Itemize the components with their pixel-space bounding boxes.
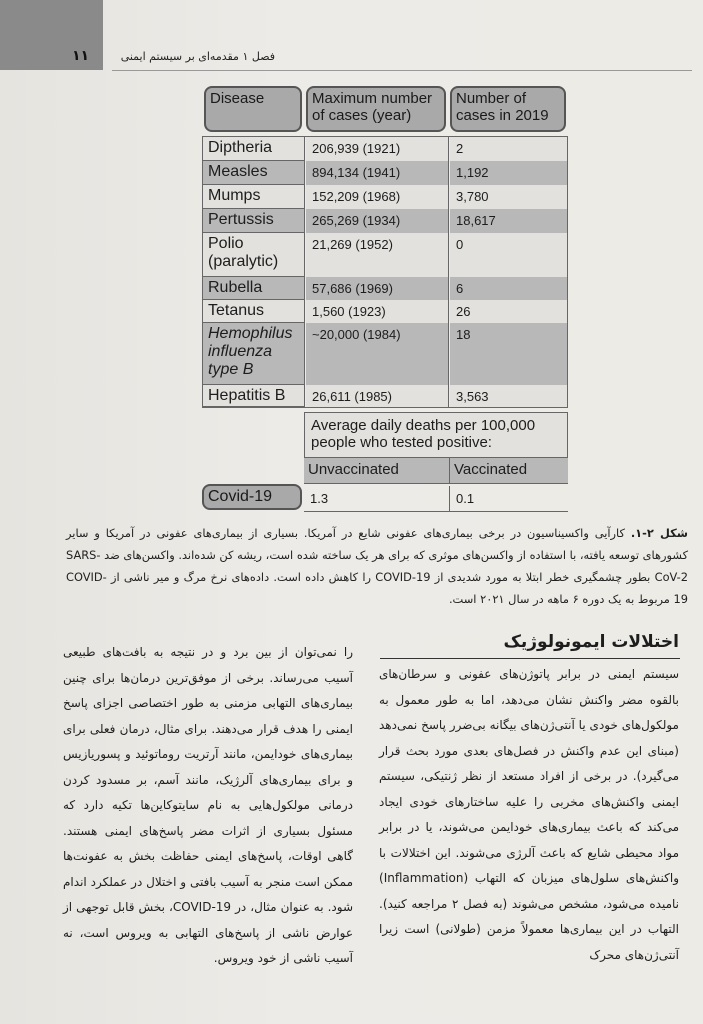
section-heading: اختلالات ایمونولوژیک [503, 632, 679, 652]
body-text-right-column: سیستم ایمنی در برابر پاتوژن‌های عفونی و سرطان‌های بالقوه مضر واکنش نشان می‌دهد، اما به طور معمول به مولکول‌های خودی یا آنتی‌ژن‌های بیگانه بی‌ضرر پاسخ نمی‌دهد (مبنای این عدم واکنش در فصل‌های بعدی مورد بحث قرار می‌گیرد). در برخی از افراد مستعد از نظر ژنتیکی، سیستم ایمنی واکنش‌های مخربی را علیه ساختارهای خودی ایجاد می‌کند که باعث بیماری‌های خودایمن می‌شوند، یا در برابر مواد محیطی شایع که باعث آلرژی می‌شوند. این اختلالات با واکنش‌های سلول‌های میزبان که التهاب (Inflammation) نامیده می‌شود، مشخص می‌شوند (به فصل ۲ مراجعه کنید). التهاب در این بیماری‌ها معمولاً مزمن (طولانی) است زیرا آنتی‌ژن‌های محرک [379, 667, 679, 962]
cases-2019-value: 2 [450, 137, 567, 161]
cases-2019-value: 1,192 [450, 161, 567, 185]
unvaccinated-value: 1.3 [304, 486, 450, 512]
vaccinated-value: 0.1 [450, 486, 568, 512]
column-divider [304, 136, 305, 408]
disease-name: Diptheria [203, 137, 304, 161]
cases-2019-value: 18,617 [450, 209, 567, 233]
max-cases-value: 21,269 (1952) [306, 233, 448, 277]
header-cases-2019: Number of cases in 2019 [450, 86, 566, 132]
disease-name: Rubella [203, 277, 304, 300]
cases-2019-value: 3,563 [450, 385, 567, 407]
disease-name: Measles [203, 161, 304, 185]
max-cases-value: 152,209 (1968) [306, 185, 448, 209]
header-divider [112, 70, 692, 71]
max-cases-value: 265,269 (1934) [306, 209, 448, 233]
disease-name: Hepatitis B [203, 385, 304, 407]
vaccinated-label: Vaccinated [450, 457, 568, 483]
cases-2019-value: 26 [450, 300, 567, 323]
figure-label: شکل ۲-۱. [630, 526, 688, 540]
covid-disease-label: Covid-19 [202, 484, 302, 510]
body-text-left-column: را نمی‌توان از بین برد و در نتیجه به بافت‌های طبیعی آسیب می‌رساند. برخی از موفق‌ترین درمان‌ها برای چنین بیماری‌های التهابی مزمنی به طور اختصاصی اجزای پاسخ ایمنی را هدف قرار می‌دهند. برای مثال، درمان فعلی برای بیماری‌های خودایمن، مانند آرتریت روماتوئید و پسوریازیس و برای بیماری‌های آلرژیک، مانند آسم، بر مسدود کردن درمانی مولکول‌هایی به نام سایتوکاین‌ها تکیه دارد که مسئول بسیاری از اثرات مضر پاسخ‌های ایمنی هستند. گاهی اوقات، پاسخ‌های ایمنی حفاظت بخش به عفونت‌ها ممکن است منجر به آسیب بافتی و اختلال در عملکرد اندام شود. به عنوان مثال، در COVID-19، بخش قابل توجهی از عوارض ناشی از پاسخ‌های التهابی به ویروس است، نه آسیب ناشی از خود ویروس. [63, 645, 353, 965]
disease-name: Polio (paralytic) [203, 233, 304, 277]
cases-2019-value: 18 [450, 323, 567, 385]
cases-2019-value: 0 [450, 233, 567, 277]
header-max-cases: Maximum number of cases (year) [306, 86, 446, 132]
caption-text: کارآیی واکسیناسیون در برخی بیماری‌های عفونی شایع در آمریکا. بسیاری از بیماری‌های عفونی در آمریکا و سایر کشورهای توسعه یافته، با استفاده از واکسن‌های موثری که برای هر یک ساخته شده است، ریشه کن شده‌اند. واکسن‌های ضد SARS-CoV-2 بطور چشمگیری خطر ابتلا به مورد شدیدی از COVID-19 را کاهش داده است. داده‌های نرخ مرگ و میر ناشی از COVID-19 مربوط به یک دوره ۶ ماهه در سال ۲۰۲۱ است. [66, 526, 689, 606]
max-cases-value: 1,560 (1923) [306, 300, 448, 323]
max-cases-value: ~20,000 (1984) [306, 323, 448, 385]
max-cases-value: 206,939 (1921) [306, 137, 448, 161]
header-disease: Disease [204, 86, 302, 132]
figure-caption [66, 522, 688, 610]
disease-name: Mumps [203, 185, 304, 209]
max-cases-value: 57,686 (1969) [306, 277, 448, 300]
chapter-title: فصل ۱ مقدمه‌ای بر سیستم ایمنی [120, 50, 275, 63]
cases-2019-value: 3,780 [450, 185, 567, 209]
disease-name: Hemophilus influenza type B [203, 323, 304, 385]
unvaccinated-label: Unvaccinated [304, 457, 450, 483]
cases-2019-value: 6 [450, 277, 567, 300]
max-cases-value: 894,134 (1941) [306, 161, 448, 185]
section-underline [380, 658, 680, 659]
disease-name: Tetanus [203, 300, 304, 323]
covid-header: Average daily deaths per 100,000 people who tested positive: [311, 417, 536, 451]
max-cases-value: 26,611 (1985) [306, 385, 448, 407]
column-divider [448, 136, 449, 408]
page-number: ۱۱ [72, 48, 90, 64]
disease-name: Pertussis [203, 209, 304, 233]
